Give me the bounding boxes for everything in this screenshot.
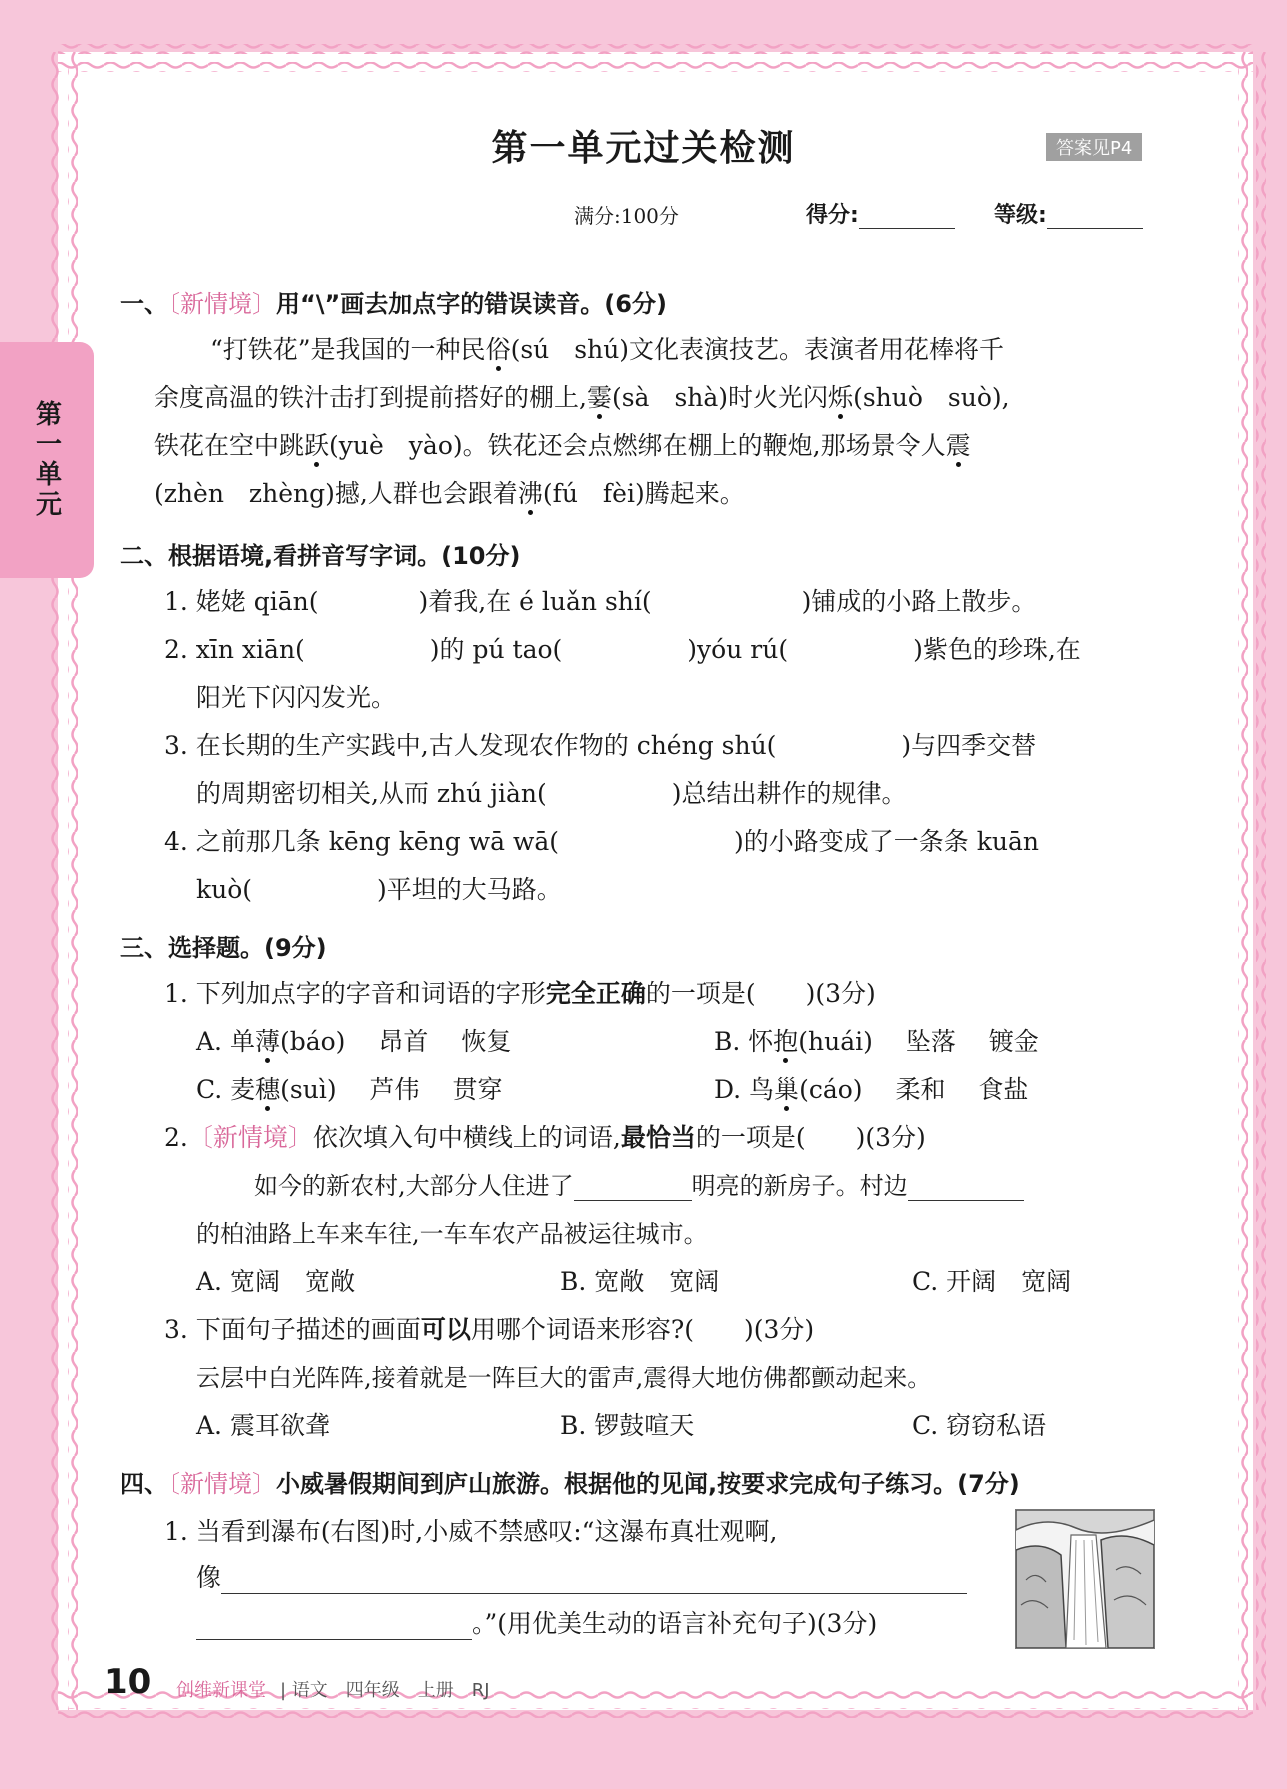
- unit-side-tab-label: 第一单元: [31, 400, 62, 520]
- unit-side-tab: [0, 342, 94, 578]
- s3-q1-option-a[interactable]: [196, 1022, 511, 1058]
- text-run: 余度高温的铁汁击打到提前搭好的棚上,: [154, 383, 587, 412]
- page-number: 10: [104, 1662, 152, 1702]
- s2-q2-line-1: 2. xīn xiān( )的 pú tao( )yóu rú( )紫色的珍珠,在: [164, 635, 1081, 664]
- text-run: (huái) 坠落 镀金: [798, 1027, 1039, 1056]
- s3-q2-option-c[interactable]: C. 开阔 宽阔: [912, 1267, 1072, 1296]
- s3-q2-passage-2: 的柏油路上车来车往,一车车农产品被运往城市。: [196, 1220, 708, 1248]
- dotted-char: 巢: [774, 1075, 800, 1104]
- footer-brand: 创维新课堂: [176, 1680, 266, 1701]
- text-run: 像: [196, 1563, 222, 1592]
- fill-blank-2[interactable]: [908, 1200, 1024, 1201]
- s3-q2-passage-1: [254, 1166, 1024, 1201]
- answer-blank-2[interactable]: [196, 1639, 472, 1640]
- s2-q4-line-1: 4. 之前那几条 kēng kēng wā wā( )的小路变成了一条条 kuān: [164, 827, 1040, 856]
- section-3-heading: 三、选择题。(9分): [120, 934, 327, 962]
- dotted-char: 抱: [773, 1027, 799, 1056]
- text-run: A. 单: [196, 1027, 255, 1056]
- s2-q1: 1. 姥姥 qiān( )着我,在 é luǎn shí( )铺成的小路上散步。: [164, 587, 1037, 616]
- text-run: (shuò suò),: [853, 383, 1010, 412]
- dotted-char: 沸: [517, 479, 543, 508]
- text-run: 。”(用优美生动的语言补充句子)(3分): [472, 1609, 878, 1638]
- s1-line-3: [154, 426, 971, 462]
- footer-info: | 语文 四年级 上册 RJ: [280, 1680, 490, 1701]
- score-blank[interactable]: [859, 228, 955, 229]
- text-run: (báo) 昂首 恢复: [279, 1027, 512, 1056]
- s4-q1-line-3: [196, 1604, 877, 1640]
- section-4-title: 小威暑假期间到庐山旅游。根据他的见闻,按要求完成句子练习。(7分): [276, 1470, 1020, 1498]
- s3-q1-option-b[interactable]: [714, 1022, 1039, 1058]
- s3-q2-option-a[interactable]: A. 宽阔 宽敞: [196, 1267, 355, 1296]
- s2-q3-line-1: 3. 在长期的生产实践中,古人发现农作物的 chéng shú( )与四季交替: [164, 731, 1037, 760]
- s3-q3: [164, 1310, 814, 1346]
- s3-q3-option-a[interactable]: A. 震耳欲聋: [196, 1411, 330, 1440]
- s2-q4-line-2: kuò( )平坦的大马路。: [196, 875, 562, 904]
- grade-label: 等级:: [994, 203, 1047, 228]
- dotted-char: 穗: [255, 1075, 281, 1104]
- dotted-char: 俗: [485, 335, 511, 364]
- section-1-num: 一、: [120, 290, 168, 318]
- dotted-char: 霎: [586, 383, 612, 412]
- s2-q2-line-2: 阳光下闪闪发光。: [196, 683, 397, 712]
- text-run: B. 怀: [714, 1027, 774, 1056]
- answer-blank-1[interactable]: [221, 1593, 967, 1594]
- s1-line-1: [210, 330, 1004, 366]
- s3-q3-option-c[interactable]: C. 窃窃私语: [912, 1411, 1047, 1440]
- waterfall-drawing: [1016, 1510, 1154, 1648]
- s3-q1-option-c[interactable]: [196, 1070, 502, 1106]
- text-run: (zhèn zhèng)撼,人群也会跟着: [154, 479, 518, 508]
- text-run: (fú fèi)腾起来。: [542, 479, 745, 508]
- text-run: (suì) 芦伟 贯穿: [280, 1075, 503, 1104]
- emphasis: 完全正确: [545, 979, 646, 1008]
- text-run: (cáo) 柔和 食盐: [799, 1075, 1029, 1104]
- grade-field: [994, 198, 1143, 229]
- dotted-char: 薄: [254, 1027, 280, 1056]
- waterfall-illustration: [1015, 1509, 1155, 1649]
- section-4-num: 四、: [120, 1470, 168, 1498]
- dotted-char: 烁: [828, 383, 854, 412]
- s3-q3-sentence: 云层中白光阵阵,接着就是一阵巨大的雷声,震得大地仿佛都颤动起来。: [196, 1364, 932, 1392]
- full-score: 满分:100分: [574, 204, 679, 228]
- text-run: “打铁花”是我国的一种民: [210, 335, 486, 364]
- grade-blank[interactable]: [1047, 228, 1143, 229]
- dotted-char: 跃: [304, 431, 330, 460]
- section-2-heading: 二、根据语境,看拼音写字词。(10分): [120, 542, 521, 570]
- text-run: 如今的新农村,大部分人住进了: [254, 1172, 574, 1200]
- new-context-tag: 〔新情境〕: [168, 290, 276, 318]
- answer-ref-badge: 答案见P4: [1046, 133, 1142, 161]
- text-run: 依次填入句中横线上的词语,: [312, 1123, 621, 1152]
- s4-q1-line-2: [196, 1558, 967, 1594]
- text-run: (sú shú)文化表演技艺。表演者用花棒将千: [510, 335, 1005, 364]
- text-run: 铁花在空中跳: [154, 431, 305, 460]
- text-run: 用哪个词语来形容?( )(3分): [470, 1315, 815, 1344]
- emphasis: 最恰当: [620, 1123, 696, 1152]
- s3-q2: [164, 1118, 926, 1154]
- s3-q3-option-b[interactable]: B. 锣鼓喧天: [560, 1411, 695, 1440]
- text-run: 的一项是( )(3分): [695, 1123, 926, 1152]
- s4-q1-line-1: 1. 当看到瀑布(右图)时,小威不禁感叹:“这瀑布真壮观啊,: [164, 1517, 778, 1546]
- text-run: D. 鸟: [714, 1075, 775, 1104]
- s2-q3-line-2: 的周期密切相关,从而 zhú jiàn( )总结出耕作的规律。: [196, 779, 907, 808]
- page-title: 第一单元过关检测: [491, 128, 796, 169]
- text-run: 1. 下列加点字的字音和词语的字形: [164, 979, 546, 1008]
- section-1-title: 用“\”画去加点字的错误读音。(6分): [276, 290, 667, 318]
- new-context-tag: 〔新情境〕: [168, 1470, 276, 1498]
- s3-q1-option-d[interactable]: [714, 1070, 1028, 1106]
- s3-q1: [164, 974, 876, 1010]
- new-context-tag: 〔新情境〕: [187, 1123, 313, 1152]
- text-run: 的一项是( )(3分): [645, 979, 876, 1008]
- text-run: 2.: [164, 1123, 188, 1152]
- s1-line-2: [154, 378, 1010, 414]
- text-run: (sà shà)时火光闪: [611, 383, 829, 412]
- fill-blank-1[interactable]: [574, 1200, 692, 1201]
- section-1-heading: [120, 284, 667, 319]
- text-run: C. 麦: [196, 1075, 256, 1104]
- score-field: [806, 198, 955, 229]
- dotted-char: 震: [945, 431, 971, 460]
- s3-q2-option-b[interactable]: B. 宽敞 宽阔: [560, 1267, 720, 1296]
- text-run: 明亮的新房子。村边: [691, 1172, 908, 1200]
- s1-line-4: [154, 474, 745, 510]
- score-label: 得分:: [806, 203, 859, 228]
- text-run: (yuè yào)。铁花还会点燃绑在棚上的鞭炮,那场景令人: [329, 431, 946, 460]
- emphasis: 可以: [420, 1315, 471, 1344]
- section-4-heading: [120, 1464, 1020, 1499]
- text-run: 3. 下面句子描述的画面: [164, 1315, 421, 1344]
